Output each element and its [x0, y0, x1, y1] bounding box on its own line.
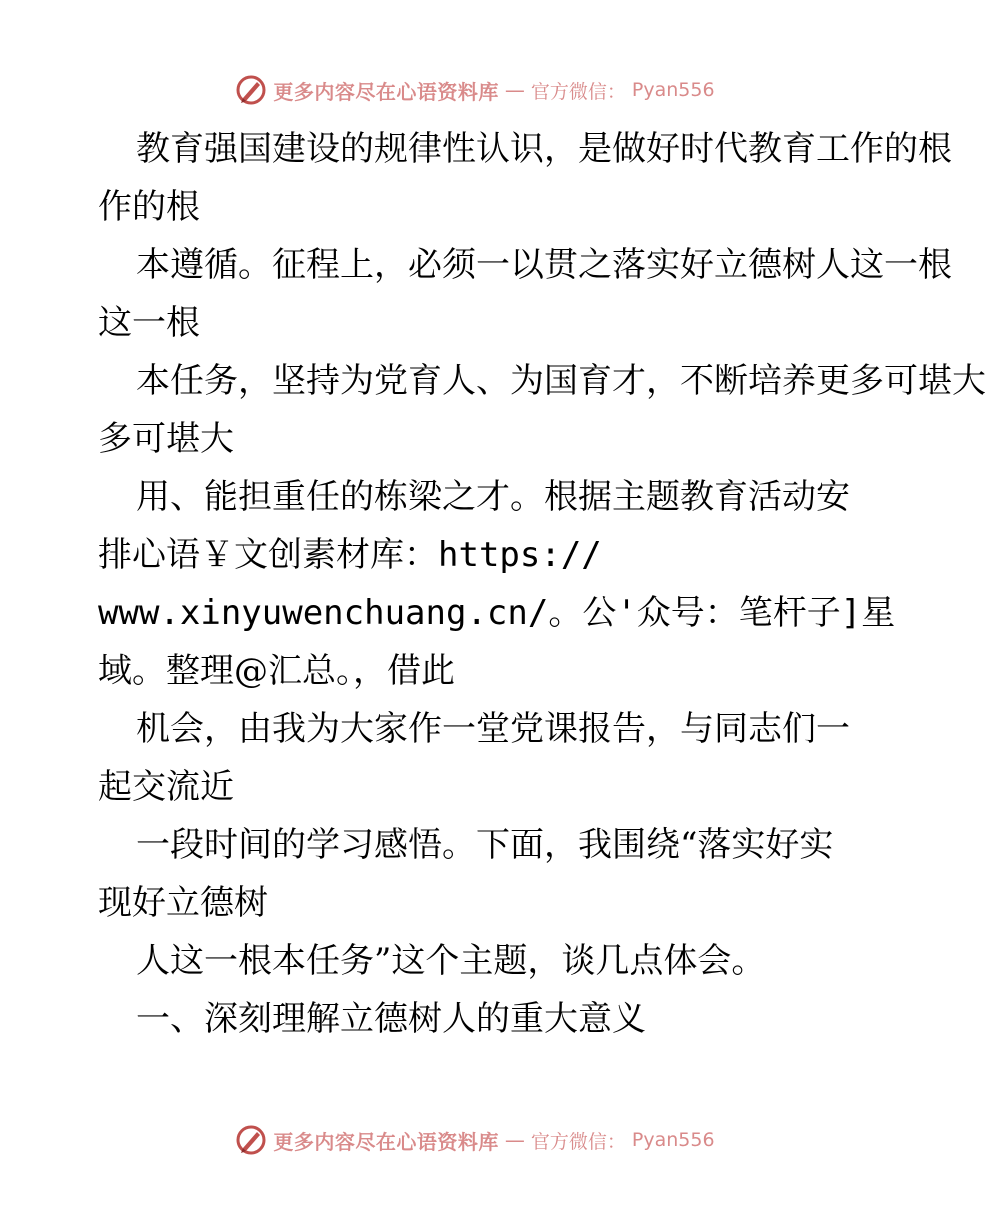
body-line-6: 多可堪大	[98, 419, 234, 459]
watermark-separator: —	[504, 78, 525, 102]
body-line-8: 排心语￥文创素材库：https://	[98, 535, 602, 575]
body-line-5: 本任务，坚持为党育人、为国育才，不断培养更多可堪大	[136, 361, 986, 401]
document-body	[98, 120, 986, 1048]
watermark-site: 更多内容尽在心语资料库	[273, 1129, 499, 1154]
body-line-4: 这一根	[98, 303, 200, 343]
body-line-3: 本遵循。征程上，必须一以贯之落实好立德树人这一根	[136, 245, 952, 285]
watermark-label: 官方微信：	[530, 80, 626, 103]
pen-logo-icon	[235, 74, 267, 106]
body-line-12: 起交流近	[98, 767, 234, 807]
body-line-1: 教育强国建设的规律性认识，是做好时代教育工作的根	[136, 129, 952, 169]
section-heading: 一、深刻理解立德树人的重大意义	[136, 999, 646, 1039]
watermark-wechat-id: Pyan556	[631, 1129, 715, 1151]
body-line-2: 作的根	[98, 187, 200, 227]
body-line-11: 机会，由我为大家作一堂党课报告，与同志们一	[136, 709, 850, 749]
watermark-separator: —	[504, 1128, 525, 1152]
watermark-label: 官方微信：	[530, 1130, 626, 1153]
body-line-15: 人这一根本任务”这个主题，谈几点体会。	[136, 941, 766, 981]
header-watermark	[0, 70, 950, 110]
body-line-14: 现好立德树	[98, 883, 268, 923]
body-line-13: 一段时间的学习感悟。下面，我围绕“落实好实	[136, 825, 834, 865]
pen-logo-icon	[235, 1124, 267, 1156]
body-line-9: www.xinyuwenchuang.cn/。公'众号：笔杆子]星	[98, 593, 896, 633]
body-line-10: 域。整理@汇总。，借此	[98, 651, 455, 691]
body-line-7: 用、能担重任的栋梁之才。根据主题教育活动安	[136, 477, 850, 517]
footer-watermark	[0, 1120, 950, 1160]
watermark-site: 更多内容尽在心语资料库	[273, 79, 499, 104]
watermark-wechat-id: Pyan556	[631, 79, 715, 101]
